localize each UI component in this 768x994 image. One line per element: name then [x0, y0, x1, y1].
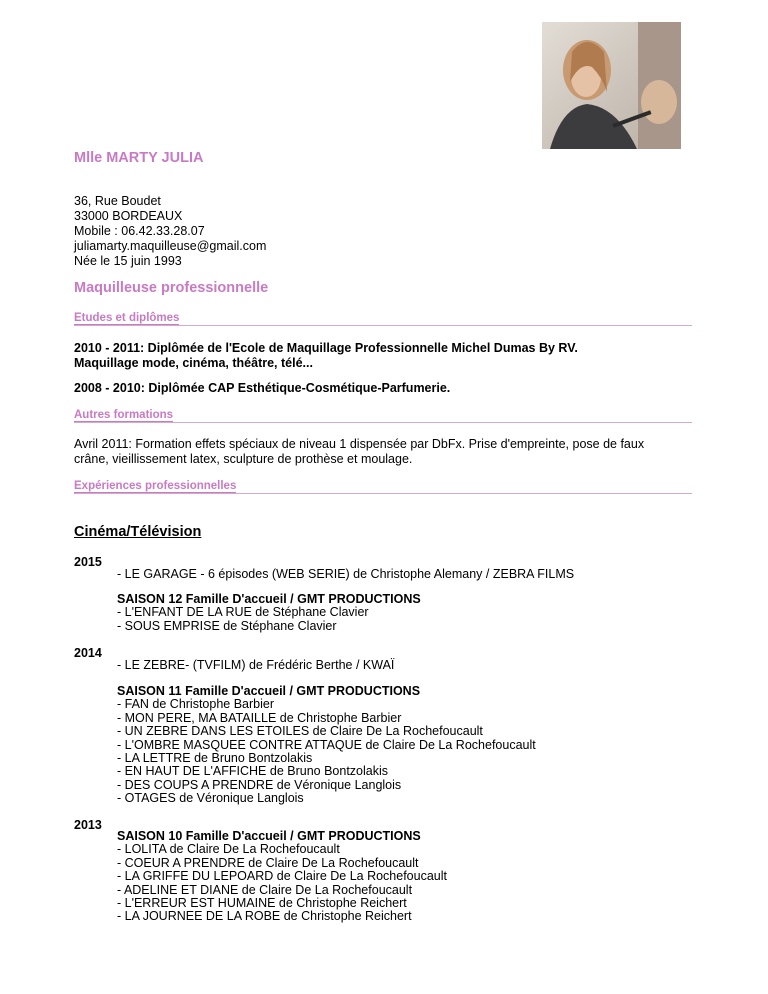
list-item: - UN ZEBRE DANS LES ETOILES de Claire De La Rochefoucault	[117, 724, 483, 739]
email: juliamarty.maquilleuse@gmail.com	[74, 239, 267, 253]
mobile-phone: Mobile : 06.42.33.28.07	[74, 224, 205, 238]
education-entry-1: 2010 - 2011: Diplômée de l'Ecole de Maquillage Professionnelle Michel Dumas By RV. Maquillage mode, cinéma, théâtre, télé...	[74, 341, 578, 370]
list-item: - MON PERE, MA BATAILLE de Christophe Barbier	[117, 710, 402, 725]
section-header-experiences: Expériences professionnelles	[74, 480, 692, 494]
list-item: - LA JOURNEE DE LA ROBE de Christophe Reichert	[117, 909, 412, 924]
list-item: - SOUS EMPRISE de Stéphane Clavier	[117, 618, 337, 633]
candidate-name: Mlle MARTY JULIA	[74, 150, 204, 166]
section-header-autres: Autres formations	[74, 409, 692, 423]
list-item: - ADELINE ET DIANE de Claire De La Rochefoucault	[117, 882, 413, 897]
address-street: 36, Rue Boudet	[74, 194, 161, 208]
list-item: - EN HAUT DE L'AFFICHE de Bruno Bontzolakis	[117, 764, 388, 779]
season-12-block	[117, 593, 421, 633]
training-entry: Avril 2011: Formation effets spéciaux de niveau 1 dispensée par DbFx. Prise d'empreinte, pose de faux crâne, vieillissement latex, sculpture de prothèse et moulage.	[74, 437, 645, 466]
profession-title: Maquilleuse professionnelle	[74, 280, 269, 296]
year-2015: 2015	[74, 555, 102, 569]
list-item: - OTAGES de Véronique Langlois	[117, 791, 304, 806]
list-item: - L'OMBRE MASQUEE CONTRE ATTAQUE de Claire De La Rochefoucault	[117, 737, 536, 752]
list-item: - FAN de Christophe Barbier	[117, 697, 275, 712]
list-item: - L'ERREUR EST HUMAINE de Christophe Reichert	[117, 896, 407, 911]
list-item: - DES COUPS A PRENDRE de Véronique Langlois	[117, 777, 402, 792]
education-entry-2: 2008 - 2010: Diplômée CAP Esthétique-Cosmétique-Parfumerie.	[74, 381, 451, 395]
list-item: - L'ENFANT DE LA RUE de Stéphane Clavier	[117, 605, 369, 620]
list-item: - COEUR A PRENDRE de Claire De La Rochefoucault	[117, 855, 419, 870]
season-11-block	[117, 685, 536, 806]
list-item: - LA GRIFFE DU LEPOARD de Claire De La Rochefoucault	[117, 869, 447, 884]
year-2014: 2014	[74, 646, 102, 660]
birth-date: Née le 15 juin 1993	[74, 254, 182, 268]
contact-block	[74, 194, 266, 269]
season-10-title: SAISON 10 Famille D'accueil / GMT PRODUCTIONS	[117, 829, 421, 843]
list-item: - LA LETTRE de Bruno Bontzolakis	[117, 751, 313, 766]
season-11-title: SAISON 11 Famille D'accueil / GMT PRODUCTIONS	[117, 684, 421, 698]
year-2013: 2013	[74, 818, 102, 832]
season-12-title: SAISON 12 Famille D'accueil / GMT PRODUCTIONS	[117, 592, 421, 606]
section-header-etudes: Etudes et diplômes	[74, 312, 692, 326]
address-city: 33000 BORDEAUX	[74, 209, 183, 223]
list-item: - LOLITA de Claire De La Rochefoucault	[117, 842, 340, 857]
cinema-tv-heading: Cinéma/Télévision	[74, 524, 202, 540]
profile-photo	[542, 22, 681, 149]
entry-2015-web-serie: - LE GARAGE - 6 épisodes (WEB SERIE) de Christophe Alemany / ZEBRA FILMS	[117, 567, 575, 581]
season-10-block	[117, 830, 447, 924]
entry-2014-tvfilm: - LE ZEBRE- (TVFILM) de Frédéric Berthe / KWAÏ	[117, 658, 395, 672]
